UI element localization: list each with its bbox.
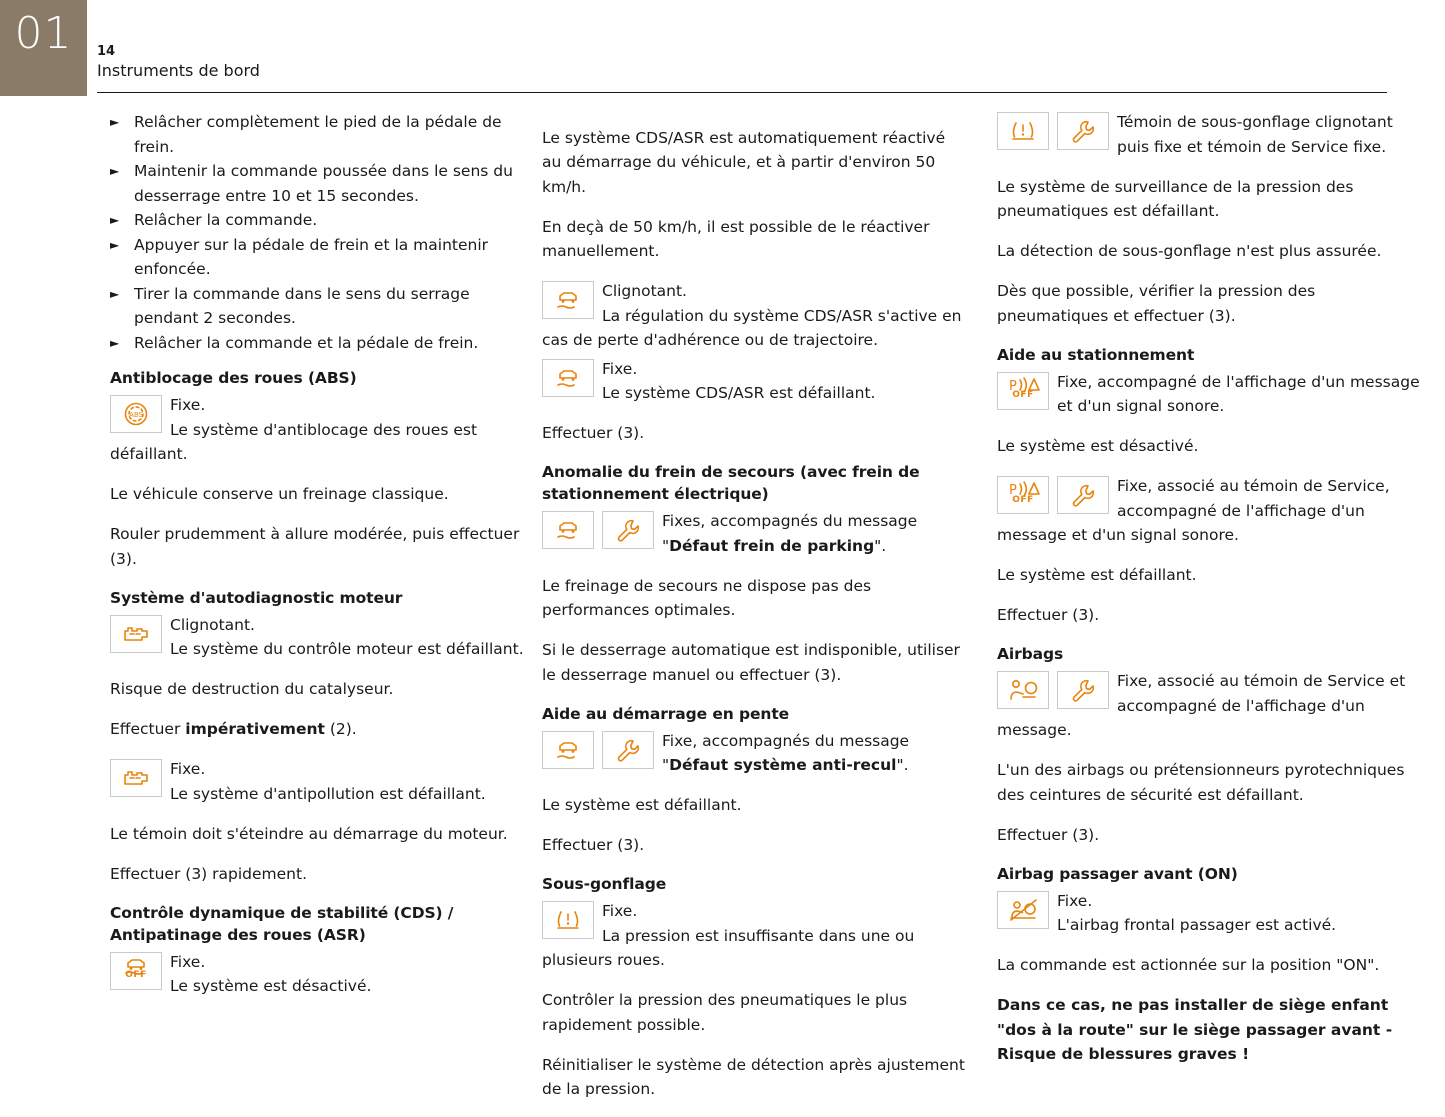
heading-hill-start-assist: Aide au démarrage en pente bbox=[542, 704, 790, 723]
paragraph: L'un des airbags ou prétensionneurs pyrotechniques des ceintures de sécurité est défaillant. bbox=[997, 761, 1405, 804]
heading-underinflation: Sous-gonflage bbox=[542, 875, 667, 893]
service-wrench-icon-glyph bbox=[603, 732, 653, 768]
arrow-icon: ► bbox=[110, 213, 120, 227]
paragraph: Effectuer (3). bbox=[542, 836, 645, 854]
text-fragment: ". bbox=[896, 756, 909, 774]
list-item bbox=[110, 159, 535, 208]
telltale-line: Fixe. bbox=[170, 396, 206, 414]
parking-brake-icon-glyph bbox=[543, 732, 593, 768]
paragraph: Rouler prudemment à allure modérée, puis effectuer (3). bbox=[110, 525, 520, 568]
paragraph: Contrôler la pression des pneumatiques le plus rapidement possible. bbox=[542, 991, 908, 1034]
svg-text:P: P bbox=[1009, 483, 1017, 498]
text-emphasis: Défaut frein de parking bbox=[669, 536, 875, 555]
passenger-airbag-off-icon-glyph bbox=[998, 892, 1048, 928]
cds-asr-icon bbox=[542, 359, 594, 397]
text-fragment: (2). bbox=[324, 720, 357, 738]
paragraph: Le système est défaillant. bbox=[997, 566, 1197, 584]
heading-line: Antipatinage des roues (ASR) bbox=[110, 925, 366, 944]
telltale-park-assist-off bbox=[997, 370, 1422, 419]
engine-icon-glyph bbox=[111, 616, 161, 652]
airbag-icon bbox=[997, 671, 1049, 709]
text-fragment: ". bbox=[874, 536, 887, 555]
page-header bbox=[0, 0, 1445, 96]
paragraph: Le système de surveillance de la pression des pneumatiques est défaillant. bbox=[997, 177, 1354, 220]
telltale-line: L'airbag frontal passager est activé. bbox=[1057, 916, 1337, 934]
service-wrench-icon bbox=[1057, 112, 1109, 150]
parking-brake-icon bbox=[542, 511, 594, 549]
list-item-text: Relâcher la commande et la pédale de frein. bbox=[134, 333, 479, 352]
paragraph: En deçà de 50 km/h, il est possible de le réactiver manuellement. bbox=[542, 217, 930, 260]
cds-asr-icon bbox=[542, 281, 594, 319]
tire-pressure-icon-glyph bbox=[543, 902, 593, 938]
paragraph: La commande est actionnée sur la position "ON". bbox=[997, 956, 1380, 974]
telltale-line: Fixe. bbox=[602, 359, 638, 378]
column-3 bbox=[997, 110, 1422, 1117]
service-wrench-icon-glyph bbox=[1058, 477, 1108, 513]
arrow-icon: ► bbox=[110, 286, 120, 301]
warning-text: Dans ce cas, ne pas installer de siège enfant "dos à la route" sur le siège passager avant - Risque de blessures graves ! bbox=[997, 996, 1393, 1063]
service-wrench-icon bbox=[1057, 476, 1109, 514]
list-item bbox=[110, 282, 535, 331]
telltale-engine-fixed bbox=[110, 757, 535, 806]
paragraph: Risque de destruction du catalyseur. bbox=[110, 680, 394, 698]
arrow-icon: ► bbox=[110, 335, 120, 350]
cds-asr-icon-glyph bbox=[543, 282, 593, 318]
heading-parking-brake-fault bbox=[542, 461, 967, 505]
service-wrench-icon bbox=[602, 511, 654, 549]
telltale-cds-fixed-text bbox=[542, 357, 967, 406]
engine-icon-glyph bbox=[111, 760, 161, 796]
paragraph: Effectuer (3) rapidement. bbox=[110, 864, 308, 883]
airbag-icon-glyph bbox=[998, 672, 1048, 708]
telltale-passenger-airbag bbox=[997, 889, 1422, 938]
paragraph: La détection de sous-gonflage n'est plus assurée. bbox=[997, 242, 1382, 260]
text-emphasis: Défaut système anti-recul bbox=[669, 756, 897, 774]
parking-brake-icon-glyph bbox=[543, 512, 593, 548]
paragraph: Réinitialiser le système de détection après ajustement de la pression. bbox=[542, 1055, 965, 1098]
telltale-engine-blinking bbox=[110, 613, 535, 662]
text-fragment: Fixe, accompagnés du message bbox=[662, 731, 910, 750]
list-item-text: Relâcher complètement le pied de la pédale de frein. bbox=[134, 113, 502, 156]
arrow-icon: ► bbox=[110, 115, 120, 129]
text-fragment: Fixes, accompagnés du message bbox=[662, 512, 918, 530]
tire-pressure-icon bbox=[997, 112, 1049, 150]
off-label: OFF bbox=[1012, 390, 1034, 400]
telltale-line: La régulation du système CDS/ASR s'active en cas de perte d'adhérence ou de trajectoire. bbox=[542, 306, 962, 349]
telltale-underinflation bbox=[542, 899, 967, 973]
heading-airbags: Airbags bbox=[997, 645, 1064, 663]
list-item bbox=[110, 208, 535, 233]
telltale-line: Fixe. bbox=[170, 952, 206, 971]
off-label: OFF bbox=[125, 970, 147, 980]
list-item-text: Tirer la commande dans le sens du serrage pendant 2 secondes. bbox=[134, 284, 470, 327]
telltale-engine-fixed-text bbox=[110, 757, 535, 806]
content-columns bbox=[0, 110, 1445, 1117]
service-wrench-icon-glyph bbox=[1058, 113, 1108, 149]
paragraph: Le système est désactivé. bbox=[997, 437, 1199, 455]
paragraph: Le témoin doit s'éteindre au démarrage du moteur. bbox=[110, 824, 508, 843]
heading-line: stationnement électrique) bbox=[542, 485, 769, 503]
paragraph: Le véhicule conserve un freinage classique. bbox=[110, 485, 449, 503]
telltale-cds-fixed bbox=[542, 357, 967, 406]
tire-pressure-icon bbox=[542, 901, 594, 939]
telltale-line: Le système d'antipollution est défaillant. bbox=[170, 784, 486, 803]
telltale-tpms-fault bbox=[997, 110, 1422, 159]
passenger-airbag-off-icon bbox=[997, 891, 1049, 929]
list-item bbox=[110, 233, 535, 282]
section-title: Instruments de bord bbox=[97, 61, 260, 80]
service-wrench-icon-glyph bbox=[603, 512, 653, 548]
abs-icon bbox=[110, 395, 162, 433]
text-emphasis: impérativement bbox=[185, 720, 325, 738]
telltale-underinflation-text bbox=[542, 899, 967, 973]
service-wrench-icon-glyph bbox=[1058, 672, 1108, 708]
paragraph: Effectuer (3). bbox=[997, 825, 1100, 844]
paragraph: Le système CDS/ASR est automatiquement réactivé au démarrage du véhicule, et à partir d'environ 50 km/h. bbox=[542, 128, 946, 196]
telltale-airbags bbox=[997, 669, 1422, 743]
heading-engine-diagnostic: Système d'autodiagnostic moteur bbox=[110, 588, 403, 607]
telltale-hill-start-assist bbox=[542, 729, 967, 778]
telltale-cds-off bbox=[110, 950, 535, 999]
column-2 bbox=[542, 110, 967, 1117]
telltale-line: Fixe, associé au témoin de Service et accompagné de l'affichage d'un message. bbox=[997, 672, 1406, 739]
engine-icon bbox=[110, 759, 162, 797]
telltale-cds-blinking bbox=[542, 279, 967, 353]
telltale-abs-text bbox=[110, 393, 535, 467]
header-divider bbox=[97, 92, 1387, 93]
paragraph: Le freinage de secours ne dispose pas des performances optimales. bbox=[542, 576, 872, 619]
telltale-line: Fixe, associé au témoin de Service, accompagné de l'affichage d'un message et d'un signal sonore. bbox=[997, 477, 1390, 544]
svg-text:P: P bbox=[1009, 378, 1017, 394]
parking-brake-icon bbox=[542, 731, 594, 769]
service-wrench-icon bbox=[1057, 671, 1109, 709]
paragraph: Effectuer (3). bbox=[997, 606, 1100, 624]
telltale-line: Fixe, accompagné de l'affichage d'un message et d'un signal sonore. bbox=[1057, 372, 1420, 415]
svg-text:ABS: ABS bbox=[129, 411, 143, 419]
heading-line: Anomalie du frein de secours (avec frein de bbox=[542, 463, 920, 481]
heading-park-assist: Aide au stationnement bbox=[997, 345, 1195, 364]
text-fragment: Effectuer bbox=[110, 720, 186, 738]
telltale-line: Clignotant. bbox=[170, 615, 255, 634]
heading-abs: Antiblocage des roues (ABS) bbox=[110, 369, 357, 387]
telltale-cds-off-text bbox=[110, 950, 535, 999]
text-fragment: " bbox=[662, 536, 670, 555]
telltale-engine-blinking-text bbox=[110, 613, 535, 662]
off-label: OFF bbox=[1012, 494, 1034, 505]
telltale-line: Clignotant. bbox=[602, 282, 687, 300]
chapter-badge: 01 bbox=[0, 0, 87, 96]
list-item-text: Appuyer sur la pédale de frein et la maintenir enfoncée. bbox=[134, 235, 489, 278]
cds-asr-icon-glyph bbox=[543, 360, 593, 396]
paragraph: Dès que possible, vérifier la pression des pneumatiques et effectuer (3). bbox=[997, 282, 1316, 325]
telltale-parking-brake-fault bbox=[542, 509, 967, 558]
telltale-line: Témoin de sous-gonflage clignotant puis fixe et témoin de Service fixe. bbox=[1117, 113, 1393, 156]
telltale-park-assist-off-text bbox=[997, 370, 1422, 419]
paragraph bbox=[110, 717, 535, 742]
telltale-line: Le système d'antiblocage des roues est défaillant. bbox=[110, 420, 478, 463]
arrow-icon: ► bbox=[110, 237, 120, 252]
arrow-icon: ► bbox=[110, 164, 120, 178]
list-item-text: Relâcher la commande. bbox=[134, 211, 318, 229]
header-text bbox=[97, 44, 260, 81]
abs-icon-glyph bbox=[111, 396, 161, 432]
telltale-passenger-airbag-text bbox=[997, 889, 1422, 938]
tire-pressure-icon-glyph bbox=[998, 113, 1048, 149]
column-1 bbox=[110, 110, 535, 1117]
telltale-line: Fixe. bbox=[602, 902, 638, 920]
list-item bbox=[110, 110, 535, 159]
telltale-line: "Défaut système anti-recul". bbox=[662, 756, 909, 774]
telltale-abs bbox=[110, 393, 535, 467]
telltale-line: Le système est désactivé. bbox=[170, 977, 372, 995]
page-number: 14 bbox=[97, 44, 116, 59]
heading-passenger-airbag: Airbag passager avant (ON) bbox=[997, 864, 1238, 883]
heading-line: Contrôle dynamique de stabilité (CDS) / bbox=[110, 903, 454, 922]
list-item bbox=[110, 331, 535, 356]
engine-icon bbox=[110, 615, 162, 653]
telltale-line: Le système du contrôle moteur est défaillant. bbox=[170, 640, 524, 658]
telltale-line: Le système CDS/ASR est défaillant. bbox=[602, 384, 876, 402]
paragraph: Le système est défaillant. bbox=[542, 796, 742, 814]
service-wrench-icon bbox=[602, 731, 654, 769]
park-assist-off-icon bbox=[997, 476, 1049, 514]
telltale-line: Fixe. bbox=[1057, 891, 1093, 910]
telltale-cds-blinking-text bbox=[542, 279, 967, 353]
cds-asr-off-icon bbox=[110, 952, 162, 990]
telltale-park-assist-fault bbox=[997, 474, 1422, 548]
telltale-line: La pression est insuffisante dans une ou plusieurs roues. bbox=[542, 926, 915, 969]
heading-cds-asr bbox=[110, 902, 535, 946]
list-item-text: Maintenir la commande poussée dans le sens du desserrage entre 10 et 15 secondes. bbox=[134, 162, 513, 205]
paragraph: Effectuer (3). bbox=[542, 424, 645, 442]
telltale-line: Fixe. bbox=[170, 760, 206, 778]
park-assist-off-icon bbox=[997, 372, 1049, 410]
paragraph: Si le desserrage automatique est indisponible, utiliser le desserrage manuel ou effectuer (3). bbox=[542, 641, 960, 684]
